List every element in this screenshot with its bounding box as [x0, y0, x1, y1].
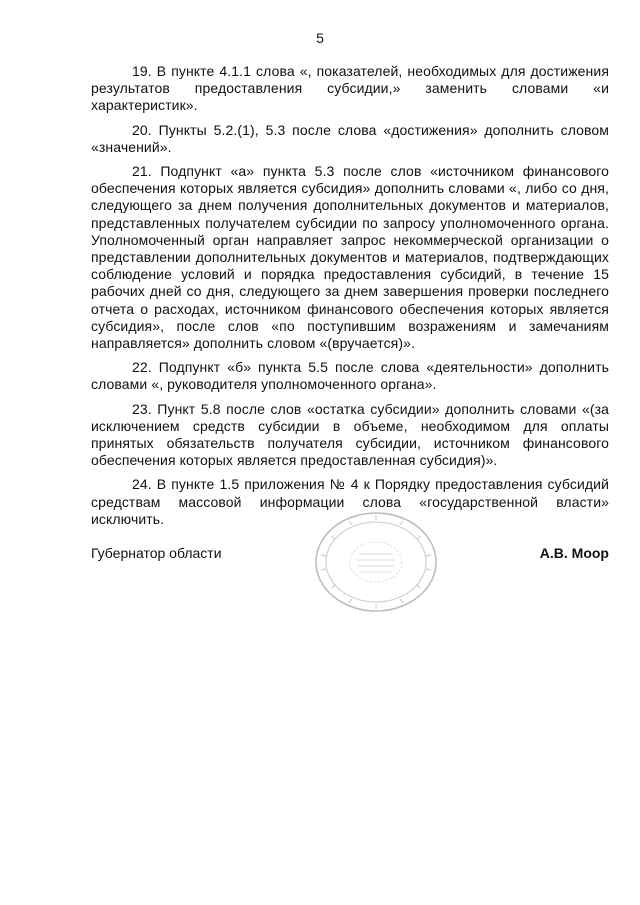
paragraph-24: 24. В пункте 1.5 приложения № 4 к Порядку предоставления субсидий средствам массовой информации слова «государственной власти» исключить. — [91, 476, 609, 527]
paragraph-22: 22. Подпункт «б» пункта 5.5 после слова «деятельности» дополнить словами «, руководителя уполномоченного органа». — [91, 359, 609, 393]
paragraph-20: 20. Пункты 5.2.(1), 5.3 после слова «достижения» дополнить словом «значений». — [91, 121, 609, 155]
signatory-position: Губернатор области — [91, 545, 222, 561]
paragraph-19: 19. В пункте 4.1.1 слова «, показателей, необходимых для достижения результатов предоставления субсидии,» заменить словами «и характеристик». — [91, 63, 609, 114]
page-number: 5 — [316, 30, 324, 46]
signature-block — [91, 545, 609, 567]
document-body — [91, 63, 609, 535]
signatory-name: А.В. Моор — [539, 545, 609, 561]
paragraph-21: 21. Подпункт «а» пункта 5.3 после слов «источником финансового обеспечения которых является субсидия» дополнить словами «, либо со дня, следующего за днем получения дополнительных документов и материалов, представленных получателем субсидии по запросу уполномоченного органа. Уполномоченный орган направляет запрос некоммерческой организации о представлении дополнительных документов и материалов, подтверждающих соблюдение условий и порядка предоставления субсидий, в течение 15 рабочих дней со дня, следующего за днем завершения проверки последнего отчета о расходах, источником финансового обеспечения которых является субсидия», после слов «по поступившим возражениям и замечаниям направляется» дополнить словом «(вручается)». — [91, 163, 609, 352]
paragraph-23: 23. Пункт 5.8 после слов «остатка субсидии» дополнить словами «(за исключением средств субсидии в объеме, необходимом для оплаты принятых обязательств получателя субсидии, источником финансового обеспечения которых является предоставленная субсидия)». — [91, 400, 609, 469]
